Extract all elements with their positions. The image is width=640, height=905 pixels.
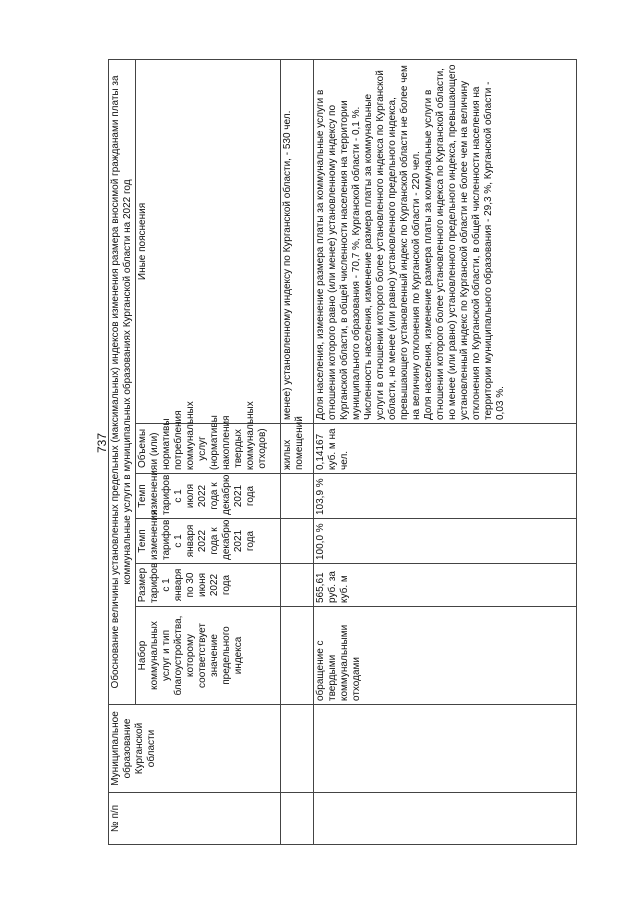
- cell-no-empty: [314, 793, 577, 845]
- table-row-waste: [314, 59, 577, 844]
- cell-municipality-empty: [314, 705, 577, 793]
- cell-tariff: 565,61 руб. за куб. м: [314, 564, 577, 607]
- header-rate-jan: Темп изменения тарифов с 1 января 2022 года к декабрю 2021 года: [136, 519, 281, 564]
- header-tariff-size: Размер тарифов с 1 января по 30 июня 2022 года: [136, 564, 281, 607]
- header-volumes: Объемы и (или) нормативы потребления коммунальных услуг (нормативы накопления твердых коммунальных отходов): [136, 424, 281, 474]
- header-rate-jul: Темп изменения тарифов с 1 июля 2022 года к декабрю 2021 года: [136, 474, 281, 519]
- cell-service-empty: [281, 607, 314, 705]
- table-title: Обоснование величины установленных предельных (максимальных) индексов изменения размера вносимой гражданами платы за коммунальные услуги в муниципальных образованиях Курганской области на 2022 год: [109, 59, 136, 704]
- page-number: 737: [95, 432, 109, 453]
- cell-rate-jul: 103,9 %: [314, 474, 577, 519]
- cell-rate-jan: 100,0 %: [314, 519, 577, 564]
- cell-notes: [314, 59, 577, 423]
- table-row-continued: [281, 59, 314, 844]
- note-paragraph: Доля населения, изменение размера платы за коммунальные услуги в отношении которого более установленного индекса по Курганской области, но менее (или равно) установленного предельного индекса, превышающего установленный индекс по Курганской области не более чем на величину отклонения по Курганской области, в общей численности населения на территории муниципального образования - 29,3 %, Курганской области - 0,03 %.: [423, 64, 506, 420]
- cell-rate-jul-empty: [281, 474, 314, 519]
- cell-no-empty: [281, 793, 314, 845]
- cell-volume: 0,14167 куб. м на чел.: [314, 424, 577, 474]
- header-municipality: Муниципальное образование Курганской области: [109, 705, 281, 793]
- cell-service: обращение с твердыми коммунальными отходами: [314, 607, 577, 705]
- cell-municipality-empty: [281, 705, 314, 793]
- note-paragraph: Доля населения, изменение размера платы за коммунальные услуги в отношении которого равно (или менее) установленному индексу по Курганской области, в общей численности населения на территории муниципального образования - 70,7 %, Курганской области - 0,1 %.: [315, 89, 362, 420]
- header-no: № п/п: [109, 793, 281, 845]
- index-justification-table: [108, 59, 577, 845]
- header-notes: Иные пояснения: [136, 59, 281, 423]
- cell-volume-tail: жилых помещений: [281, 424, 314, 474]
- rotated-table-wrapper: [108, 60, 606, 845]
- cell-rate-jan-empty: [281, 519, 314, 564]
- cell-notes-tail: менее) установленному индексу по Курганской области, - 530 чел.: [281, 59, 314, 423]
- header-service-set: Набор коммунальных услуг и тип благоустройства, которому соответствует значение предельного индекса: [136, 607, 281, 705]
- note-paragraph: Численность населения, изменение размера платы за коммунальные услуги в отношении которого более установленного индекса по Курганской области, но менее (или равно) установленного предельного индекса, превышающего установленный индекс по Курганской области не более чем на величину отклонения по Курганской области - 220 чел.: [363, 65, 422, 420]
- cell-tariff-empty: [281, 564, 314, 607]
